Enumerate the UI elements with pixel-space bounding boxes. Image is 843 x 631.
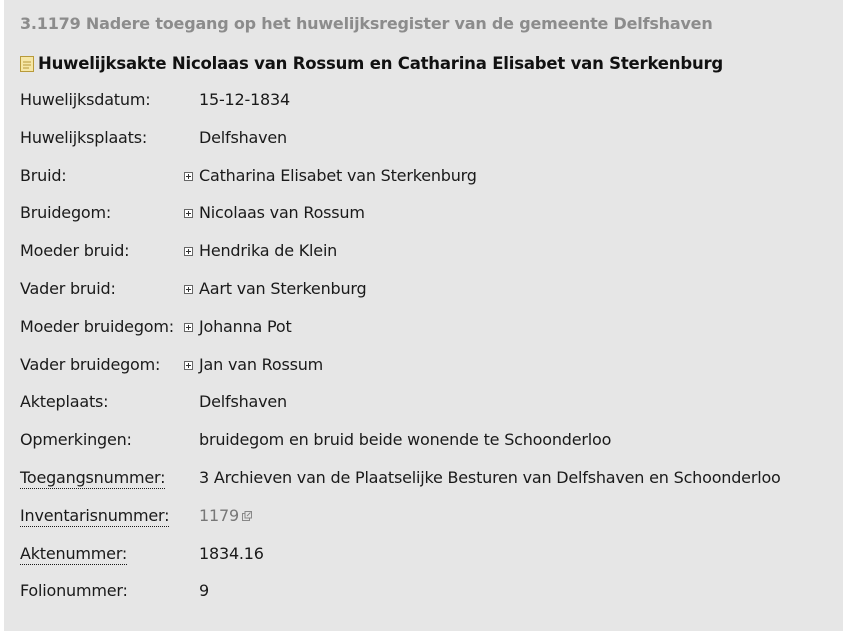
- record-title: Huwelijksakte Nicolaas van Rossum en Catharina Elisabet van Sterkenburg: [38, 54, 724, 73]
- external-link-icon[interactable]: [242, 511, 252, 521]
- record-panel: [4, 0, 843, 631]
- field-row-toegangsnummer: [20, 468, 830, 506]
- field-label: Moeder bruidegom:: [20, 316, 174, 336]
- field-value: 15-12-1834: [199, 90, 290, 109]
- field-value: 9: [199, 581, 209, 601]
- field-label: Huwelijksplaats:: [20, 127, 148, 147]
- document-icon: [20, 56, 34, 72]
- field-row-bruidegom: [20, 203, 830, 241]
- field-row-vader-bruidegom: [20, 355, 830, 393]
- field-value: Hendrika de Klein: [199, 241, 338, 261]
- field-label-abbreviation[interactable]: Aktenummer:: [20, 543, 128, 563]
- field-label: Vader bruid:: [20, 278, 116, 298]
- field-label: Bruid:: [20, 165, 67, 185]
- field-value: bruidegom en bruid beide wonende te Schoonderloo: [199, 430, 612, 450]
- field-label: Folionummer:: [20, 581, 128, 601]
- field-value: 1834.16: [199, 543, 264, 563]
- field-value: Aart van Sterkenburg: [199, 278, 367, 298]
- expand-plus-icon[interactable]: [184, 361, 193, 370]
- field-label: Huwelijksdatum:: [20, 90, 151, 109]
- field-row-moeder-bruidegom: [20, 317, 830, 355]
- field-label: Akteplaats:: [20, 392, 109, 412]
- expand-plus-icon[interactable]: [184, 172, 193, 181]
- field-value: Jan van Rossum: [199, 354, 324, 374]
- field-label-abbreviation[interactable]: Inventarisnummer:: [20, 505, 170, 525]
- field-row-huwelijksplaats: [20, 128, 830, 166]
- field-value: 3 Archieven van de Plaatselijke Besturen van Delfshaven en Schoonderloo: [199, 467, 781, 487]
- field-row-folionummer: [20, 581, 830, 619]
- field-row-huwelijksdatum: [20, 90, 830, 128]
- field-row-akteplaats: [20, 392, 830, 430]
- field-row-inventarisnummer: [20, 506, 830, 544]
- field-label: Bruidegom:: [20, 203, 112, 223]
- field-row-bruid: [20, 166, 830, 204]
- expand-plus-icon[interactable]: [184, 285, 193, 294]
- expand-plus-icon[interactable]: [184, 247, 193, 256]
- field-value: Nicolaas van Rossum: [199, 203, 365, 223]
- field-label-abbreviation[interactable]: Toegangsnummer:: [20, 467, 166, 487]
- field-label: Opmerkingen:: [20, 430, 132, 450]
- field-value: Delfshaven: [199, 127, 287, 147]
- field-row-moeder-bruid: [20, 241, 830, 279]
- expand-plus-icon[interactable]: [184, 323, 193, 332]
- record-fields: [20, 90, 830, 619]
- breadcrumb: 3.1179 Nadere toegang op het huwelijksregister van de gemeente Delfshaven: [20, 14, 713, 33]
- field-value: Delfshaven: [199, 392, 287, 412]
- field-row-vader-bruid: [20, 279, 830, 317]
- record-title-row: [20, 54, 723, 73]
- field-label: Moeder bruid:: [20, 241, 130, 261]
- expand-plus-icon[interactable]: [184, 209, 193, 218]
- inventory-link-text[interactable]: 1179: [199, 505, 239, 525]
- field-value: Johanna Pot: [199, 316, 292, 336]
- inventory-link[interactable]: [199, 506, 252, 525]
- field-label: Vader bruidegom:: [20, 354, 161, 374]
- field-value: Catharina Elisabet van Sterkenburg: [199, 165, 477, 185]
- field-row-opmerkingen: [20, 430, 830, 468]
- field-row-aktenummer: [20, 544, 830, 582]
